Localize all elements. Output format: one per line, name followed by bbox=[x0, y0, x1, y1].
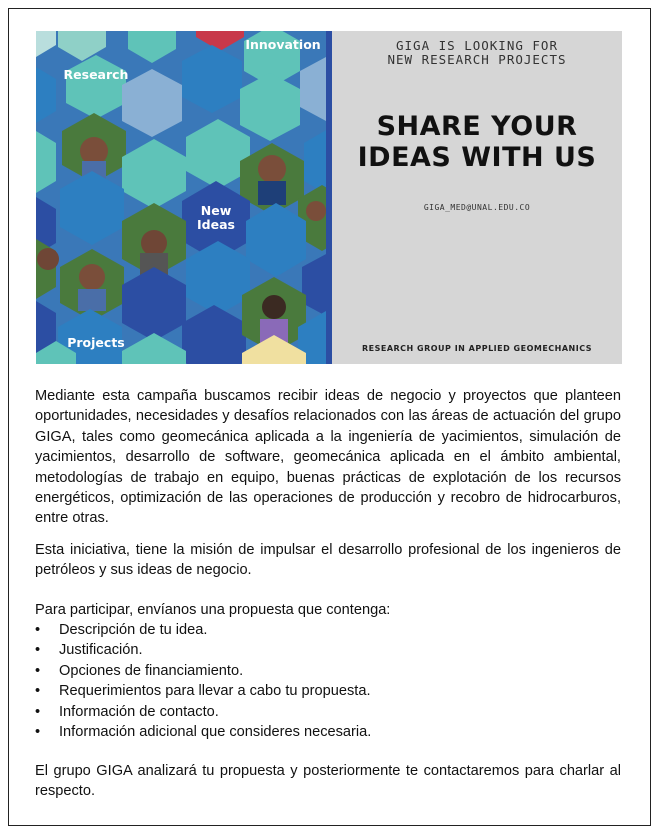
list-item-text: Requerimientos para llevar a cabo tu propuesta. bbox=[59, 683, 371, 700]
looking-for-heading bbox=[332, 39, 622, 67]
closing-paragraph: El grupo GIGA analizará tu propuesta y posteriormente te contactaremos para charlar al respecto. bbox=[35, 763, 621, 800]
list-item bbox=[35, 640, 621, 660]
bullet-icon: • bbox=[35, 662, 41, 679]
list-item-text: Justificación. bbox=[59, 642, 143, 659]
innovation-tag: Innovation bbox=[245, 37, 321, 52]
hexagon-collage bbox=[36, 31, 330, 364]
share-ideas-headline bbox=[332, 111, 622, 173]
banner-text-panel bbox=[332, 31, 622, 364]
research-group-name: RESEARCH GROUP IN APPLIED GEOMECHANICS bbox=[361, 344, 593, 353]
looking-line1: GIGA IS LOOKING FOR bbox=[396, 38, 558, 53]
new-ideas-tag bbox=[186, 204, 246, 232]
bullet-icon: • bbox=[35, 642, 41, 659]
list-item bbox=[35, 702, 621, 722]
bullet-icon: • bbox=[35, 703, 41, 720]
bullet-icon: • bbox=[35, 683, 41, 700]
list-item bbox=[35, 722, 621, 742]
bullet-icon: • bbox=[35, 724, 41, 741]
list-item-text: Información de contacto. bbox=[59, 703, 219, 720]
campaign-banner bbox=[36, 31, 622, 364]
list-item-text: Descripción de tu idea. bbox=[59, 622, 208, 638]
research-tag: Research bbox=[63, 67, 129, 82]
participation-intro: Para participar, envíanos una propuesta que contenga: bbox=[35, 602, 391, 618]
headline-line2: IDEAS WITH US bbox=[357, 142, 597, 173]
requirements-list bbox=[35, 620, 621, 742]
projects-tag: Projects bbox=[67, 335, 125, 350]
list-item bbox=[35, 620, 621, 640]
mission-paragraph: Esta iniciativa, tiene la misión de impulsar el desarrollo profesional de los ingenieros de petróleos y sus ideas de negocio. bbox=[35, 542, 621, 579]
list-item-text: Información adicional que consideres necesaria. bbox=[59, 724, 372, 741]
list-item-text: Opciones de financiamiento. bbox=[59, 662, 244, 679]
bullet-icon: • bbox=[35, 622, 41, 638]
headline-line1: SHARE YOUR bbox=[376, 111, 578, 142]
new-ideas-line2: Ideas bbox=[197, 217, 235, 232]
list-item bbox=[35, 681, 621, 701]
list-item bbox=[35, 661, 621, 681]
contact-email: GIGA_MED@UNAL.EDU.CO bbox=[423, 203, 531, 212]
intro-paragraph: Mediante esta campaña buscamos recibir ideas de negocio y proyectos que planteen oportunidades, necesidades y desafíos relacionados con las áreas de actuación del grupo GIGA, tales como geomecánica aplicada a la ingeniería de yacimientos, simulación de yacimientos, desarrollo de software, geomecánica aplicada en el ámbito ambiental, metodologías de trabajo en equipo, buenas prácticas de explotación de los recursos energéticos, optimización de las operaciones de producción y recobro de hidrocarburos, entre otras. bbox=[35, 388, 621, 527]
looking-line2: NEW RESEARCH PROJECTS bbox=[387, 52, 567, 67]
new-ideas-line1: New bbox=[200, 203, 232, 218]
